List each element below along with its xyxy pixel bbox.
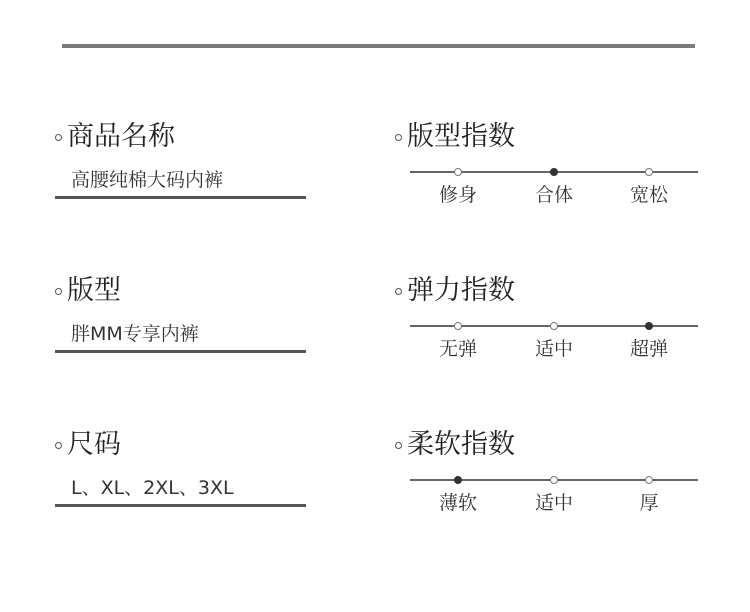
bullet-icon [395, 288, 402, 295]
attribute-fit [55, 274, 306, 353]
underline [55, 196, 306, 199]
scale-label: 合体 [534, 184, 574, 206]
scale-label: 无弹 [438, 338, 478, 360]
attribute-product-name [55, 120, 306, 199]
attribute-title: 尺码 [67, 429, 121, 460]
bullet-icon [55, 442, 62, 449]
bullet-icon [395, 134, 402, 141]
scale-dot [454, 476, 462, 484]
scale-dot [645, 168, 653, 176]
scale-dot [645, 322, 653, 330]
top-divider [62, 44, 695, 48]
index-title: 柔软指数 [407, 429, 515, 460]
scale-dot [645, 476, 653, 484]
scale-dot [550, 476, 558, 484]
bullet-icon [55, 134, 62, 141]
index-scale [410, 474, 698, 524]
attribute-value: L、XL、2XL、3XL [71, 477, 234, 499]
scale-label: 修身 [438, 184, 478, 206]
attribute-title: 商品名称 [67, 121, 175, 152]
index-elasticity [395, 274, 699, 370]
index-fit [395, 120, 699, 216]
scale-dot [454, 168, 462, 176]
attribute-size [55, 428, 306, 507]
attribute-value: 高腰纯棉大码内裤 [71, 169, 224, 191]
scale-label: 超弹 [629, 338, 669, 360]
index-scale [410, 166, 698, 216]
scale-label: 薄软 [438, 492, 478, 514]
scale-label: 适中 [534, 492, 574, 514]
scale-dot [550, 322, 558, 330]
index-softness [395, 428, 699, 524]
attribute-title: 版型 [67, 275, 121, 306]
attribute-value: 胖MM专享内裤 [71, 323, 199, 345]
scale-label: 厚 [639, 492, 659, 514]
underline [55, 350, 306, 353]
index-title: 弹力指数 [407, 275, 515, 306]
scale-dot [454, 322, 462, 330]
index-scale [410, 320, 698, 370]
index-title: 版型指数 [407, 121, 515, 152]
underline [55, 504, 306, 507]
scale-label: 适中 [534, 338, 574, 360]
scale-dot [550, 168, 558, 176]
scale-label: 宽松 [629, 184, 669, 206]
bullet-icon [395, 442, 402, 449]
bullet-icon [55, 288, 62, 295]
